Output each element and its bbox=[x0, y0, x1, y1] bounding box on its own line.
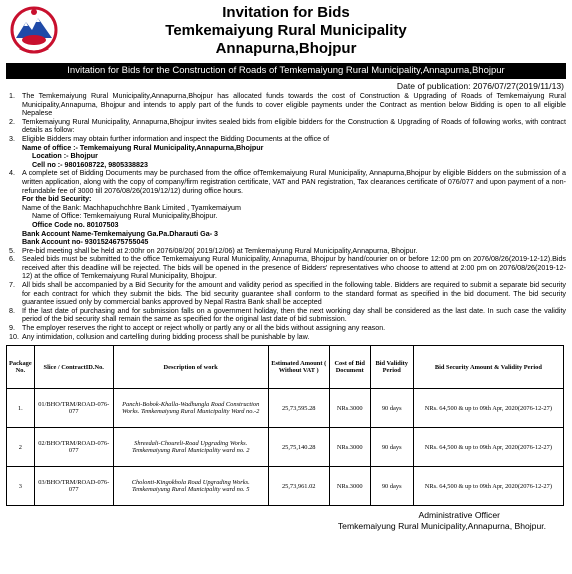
cell-security: NRs. 64,500 & up to 09th Apr, 2020(2076-12-27) bbox=[413, 467, 563, 506]
signatory-title: Administrative Officer bbox=[418, 510, 500, 521]
notice-item-2 bbox=[6, 118, 566, 135]
item-number: 4. bbox=[9, 169, 15, 178]
cell-description: Cholonti-Kingokhola Road Upgrading Works. Temkemaiyung Rural Municipality ward no. 5 bbox=[113, 467, 268, 506]
item-text: Eligible Bidders may obtain further information and inspect the Bidding Documents at the office of bbox=[22, 134, 330, 143]
notice-item-4 bbox=[6, 169, 566, 195]
bank-account-name: Bank Account Name-Temkemaiyung Ga.Pa.Dharauti Ga- 3 bbox=[22, 229, 219, 238]
item-number: 10. bbox=[9, 332, 19, 341]
item-number: 5. bbox=[9, 246, 15, 255]
bank-name: Name of the Bank: Machhapuchchhre Bank Limited , Tyamkemaiyum bbox=[22, 203, 241, 212]
cell-cost: NRs.3000 bbox=[329, 467, 370, 506]
header-validity: Bid Validity Period bbox=[370, 346, 413, 389]
cell-amount: 25,75,140.28 bbox=[268, 428, 329, 467]
notice-item-7 bbox=[6, 281, 566, 307]
notice-title: Invitation for Bids bbox=[222, 4, 350, 21]
cell-description: Shreedali-Choureli-Road Upgrading Works. Temkemaiyung Rural Municipality ward no. 2 bbox=[113, 428, 268, 467]
notice-item-10 bbox=[6, 333, 566, 342]
item-number: 2. bbox=[9, 117, 15, 126]
item-text: All bids shall be accompanied by a Bid Security for the amount and validity period as specified in the following table. Bidders are required to submit a separate bid security for each contract for which they submit the bids. The bid security guarantee shall conform to the standard format as specified in the bid document. The bid security guarantee issued only by commercial banks approved by Nepal Rastra Bank shall be accepted bbox=[22, 281, 566, 307]
item-number: 9. bbox=[9, 324, 15, 333]
municipality-location: Annapurna,Bhojpur bbox=[215, 40, 357, 57]
cell-amount: 25,73,961.02 bbox=[268, 467, 329, 506]
item-text: Temkemaiyung Rural Municipality, Annapurna,Bhojpur invites sealed bids from eligible bidders for the Construction & Upgrading of Roads of following works, with contract details as follow: bbox=[22, 117, 566, 135]
cell-validity: 90 days bbox=[370, 389, 413, 428]
item-number: 7. bbox=[9, 281, 15, 290]
item-number: 8. bbox=[9, 306, 15, 315]
item-number: 6. bbox=[9, 255, 15, 264]
notice-banner: Invitation for Bids for the Construction of Roads of Temkemaiyung Rural Municipality,Annapurna,Bhojpur bbox=[6, 63, 566, 79]
notice-item-6 bbox=[6, 255, 566, 281]
notice-item-3 bbox=[6, 135, 566, 144]
publication-date: Date of publication: 2076/07/27(2019/11/13) bbox=[396, 81, 564, 91]
municipality-name: Temkemaiyung Rural Municipality bbox=[165, 22, 407, 39]
cell-description: Panchi-Bobok-Khalla-Wadhungla Road Construction Works. Temkemaiyung Rural Municipality Ward no.-2 bbox=[113, 389, 268, 428]
cell-cost: NRs.3000 bbox=[329, 428, 370, 467]
notice-header bbox=[6, 0, 566, 62]
cell-security: NRs. 64,500 & up to 09th Apr, 2020(2076-12-27) bbox=[413, 428, 563, 467]
header-amount: Estimated Amount ( Without VAT ) bbox=[268, 346, 329, 389]
contracts-table bbox=[6, 345, 564, 506]
cell-package: 2 bbox=[7, 428, 35, 467]
office-cell-number: Cell no :- 9801608722, 9805338823 bbox=[32, 160, 148, 169]
notice-item-5 bbox=[6, 247, 566, 256]
table-header-row bbox=[7, 346, 564, 389]
table-row bbox=[7, 389, 564, 428]
item-text: The employer reserves the right to accept or reject wholly or partly any or all the bids without assigning any reason. bbox=[22, 324, 386, 333]
bank-office-name: Name of Office: Temkemaiyung Rural Municipality,Bhojpur. bbox=[32, 212, 218, 221]
header-security: Bid Security Amount & Validity Period bbox=[413, 346, 563, 389]
bank-account-number: Bank Account no- 9301524675755045 bbox=[22, 238, 149, 247]
item-number: 1. bbox=[9, 92, 15, 100]
item-text: Sealed bids must be submitted to the office Temkemaiyung Rural Municipality, Annapurna, Bhojpur by hand/courier on or before 12:00 pm on 2076/08/26(2019-12-12).Bids received after this deadline will be rejected. The bids will be opened in the presence of Bidders' representatives who choose to attend at 2:00 pm on 2076/08/26(2019-12-12) at the office of Temkemaiyung Rural Municipality, Bhojpur. bbox=[22, 255, 566, 281]
cell-package: 1. bbox=[7, 389, 35, 428]
notice-body bbox=[6, 92, 566, 341]
office-name: Name of office :- Temkemaiyung Rural Municipality,Annapurna,Bhojpur bbox=[22, 143, 264, 152]
cell-slice: 02/BHO/TRM/ROAD-076-077 bbox=[34, 428, 113, 467]
cell-security: NRs. 64,500 & up to 09th Apr, 2020(2076-12-27) bbox=[413, 389, 563, 428]
header-package: Package No. bbox=[7, 346, 35, 389]
item-text: Any intimidation, collusion and cartelling during bidding process shall be punishable by law. bbox=[22, 332, 310, 341]
cell-package: 3 bbox=[7, 467, 35, 506]
bid-security-heading: For the bid Security: bbox=[22, 195, 92, 204]
cell-amount: 25,73,595.28 bbox=[268, 389, 329, 428]
item-text: The Temkemaiyung Rural Municipality,Annapurna,Bhojpur has allocated funds towards the cost of Construction & Upgrading of Roads of Temkemaiyung Rural Municipality,Annapurna, Bhojpur and intends to apply part of the funds to cover eligible payments under the Contract as mention below Bidding is open to all eligible Nepalese bbox=[22, 92, 566, 118]
item-text: Pre-bid meeting shall be held at 2:00hr on 2076/08/20( 2019/12/06) at Temkemaiyung Rural Municipality,Annapurna, Bhojpur. bbox=[22, 246, 418, 255]
cell-slice: 03/BHO/TRM/ROAD-076-077 bbox=[34, 467, 113, 506]
bank-office-code: Office Code no. 80107503 bbox=[32, 220, 119, 229]
notice-item-1 bbox=[6, 92, 566, 118]
cell-slice: 01/BHO/TRM/ROAD-076-077 bbox=[34, 389, 113, 428]
office-location: Location :- Bhojpur bbox=[32, 152, 98, 161]
header-description: Description of work bbox=[113, 346, 268, 389]
table-row bbox=[7, 428, 564, 467]
signatory-organization: Temkemaiyung Rural Municipality,Annapurna, Bhojpur. bbox=[337, 521, 546, 532]
notice-footer bbox=[6, 510, 566, 532]
cell-cost: NRs.3000 bbox=[329, 389, 370, 428]
header-slice: Slice / ContractID.No. bbox=[34, 346, 113, 389]
cell-validity: 90 days bbox=[370, 428, 413, 467]
header-cost: Cost of Bid Document bbox=[329, 346, 370, 389]
nepal-emblem-icon bbox=[10, 4, 58, 56]
notice-item-9 bbox=[6, 324, 566, 333]
item-number: 3. bbox=[9, 134, 15, 143]
table-row bbox=[7, 467, 564, 506]
notice-item-8 bbox=[6, 307, 566, 324]
item-text: If the last date of purchasing and for submission falls on a government holiday, then the next working day shall be considered as the last date. In such case the validity period of the bid security shall remain the same as specified for the original last date of bid submission. bbox=[22, 306, 566, 324]
item-text: A complete set of Bidding Documents may be purchased from the office ofTemkemaiyung Rural Municipality, Annapurna,Bhojpur by eligible Bidders on the submission of a written application, along with the copy of company/firm registration certificate, VAT and PAN registration, Tax clearances certificate of 076/077 and upon payment of a non-refundable fee of 3000 till 2076/08/26(2019/12/12) during office hours. bbox=[22, 169, 566, 195]
cell-validity: 90 days bbox=[370, 467, 413, 506]
